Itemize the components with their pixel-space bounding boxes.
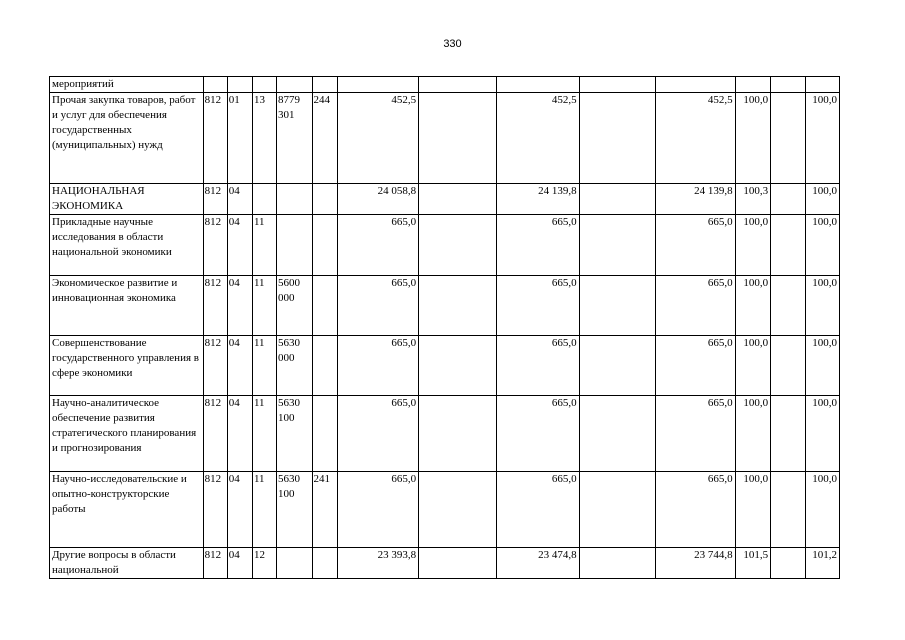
row-value-1: 452,5 [337,93,418,184]
row-percent-2: 100,0 [805,184,839,215]
row-vr: 241 [312,472,337,548]
row-vr: 244 [312,93,337,184]
row-value-2: 665,0 [497,215,580,276]
row-pr [252,184,276,215]
row-vr [312,77,337,93]
row-pr: 11 [252,472,276,548]
row-value-3: 665,0 [656,215,735,276]
row-percent-2: 100,0 [805,396,839,472]
row-percent-1: 100,0 [735,396,771,472]
row-value-3 [656,77,735,93]
row-percent-2 [805,77,839,93]
row-value-3: 24 139,8 [656,184,735,215]
row-empty [579,472,656,548]
row-csr [277,184,313,215]
row-csr [277,77,313,93]
row-vr [312,215,337,276]
row-empty [419,396,497,472]
row-value-2: 665,0 [497,472,580,548]
row-rz: 04 [227,472,252,548]
row-name: Научно-исследовательские и опытно-конструкторские работы [50,472,204,548]
row-empty [771,396,805,472]
row-empty [771,93,805,184]
row-gr: 812 [203,548,227,579]
row-rz [227,77,252,93]
budget-table [49,76,840,579]
row-value-1: 23 393,8 [337,548,418,579]
row-gr: 812 [203,276,227,336]
row-percent-2: 100,0 [805,93,839,184]
row-gr: 812 [203,184,227,215]
row-empty [771,336,805,396]
row-pr: 13 [252,93,276,184]
row-pr: 11 [252,215,276,276]
row-value-3: 23 744,8 [656,548,735,579]
row-percent-1: 100,3 [735,184,771,215]
row-percent-2: 100,0 [805,215,839,276]
row-empty [579,336,656,396]
row-percent-2: 100,0 [805,336,839,396]
row-empty [771,184,805,215]
row-vr [312,184,337,215]
row-csr: 5600 000 [277,276,313,336]
row-csr: 5630 100 [277,472,313,548]
row-pr: 11 [252,396,276,472]
row-value-1: 665,0 [337,276,418,336]
row-name: Другие вопросы в области национальной [50,548,204,579]
row-empty [419,93,497,184]
row-csr: 8779 301 [277,93,313,184]
row-pr: 11 [252,336,276,396]
row-value-1: 24 058,8 [337,184,418,215]
row-empty [419,184,497,215]
row-empty [419,336,497,396]
row-gr: 812 [203,396,227,472]
row-value-3: 452,5 [656,93,735,184]
row-empty [579,184,656,215]
row-percent-1: 100,0 [735,215,771,276]
row-vr [312,276,337,336]
row-pr: 12 [252,548,276,579]
row-empty [771,548,805,579]
row-value-3: 665,0 [656,396,735,472]
row-gr: 812 [203,336,227,396]
row-value-1: 665,0 [337,336,418,396]
row-empty [579,396,656,472]
row-gr: 812 [203,93,227,184]
row-value-2: 665,0 [497,396,580,472]
row-empty [771,472,805,548]
row-csr [277,548,313,579]
row-rz: 01 [227,93,252,184]
row-vr [312,548,337,579]
row-name: НАЦИОНАЛЬНАЯ ЭКОНОМИКА [50,184,204,215]
row-name: Совершенствование государственного управления в сфере экономики [50,336,204,396]
row-pr [252,77,276,93]
row-empty [579,77,656,93]
row-gr: 812 [203,215,227,276]
row-value-3: 665,0 [656,336,735,396]
table-row [50,548,840,579]
row-empty [419,77,497,93]
row-rz: 04 [227,548,252,579]
row-name: Научно-аналитическое обеспечение развития стратегического планирования и прогнозирования [50,396,204,472]
row-percent-2: 100,0 [805,276,839,336]
row-pr: 11 [252,276,276,336]
row-value-3: 665,0 [656,472,735,548]
row-percent-1: 100,0 [735,336,771,396]
table-row [50,184,840,215]
row-percent-1: 101,5 [735,548,771,579]
row-value-3: 665,0 [656,276,735,336]
row-value-2: 24 139,8 [497,184,580,215]
table-row [50,472,840,548]
row-empty [579,276,656,336]
table-row [50,276,840,336]
row-percent-2: 101,2 [805,548,839,579]
row-percent-1 [735,77,771,93]
row-value-1: 665,0 [337,472,418,548]
row-name: мероприятий [50,77,204,93]
table-row [50,396,840,472]
row-rz: 04 [227,215,252,276]
row-csr: 5630 000 [277,336,313,396]
row-empty [419,548,497,579]
row-value-1 [337,77,418,93]
row-empty [579,548,656,579]
row-csr: 5630 100 [277,396,313,472]
row-percent-2: 100,0 [805,472,839,548]
row-name: Прочая закупка товаров, работ и услуг для обеспечения государственных (муниципальных) нужд [50,93,204,184]
row-vr [312,336,337,396]
row-empty [771,276,805,336]
row-empty [771,77,805,93]
row-percent-1: 100,0 [735,472,771,548]
row-value-1: 665,0 [337,215,418,276]
row-percent-1: 100,0 [735,276,771,336]
row-empty [579,93,656,184]
row-value-1: 665,0 [337,396,418,472]
row-value-2: 23 474,8 [497,548,580,579]
table-row [50,77,840,93]
row-empty [579,215,656,276]
row-csr [277,215,313,276]
row-empty [419,472,497,548]
row-rz: 04 [227,184,252,215]
row-value-2: 665,0 [497,336,580,396]
page-number: 330 [443,38,462,50]
row-gr [203,77,227,93]
row-value-2: 452,5 [497,93,580,184]
row-empty [419,276,497,336]
table-row [50,215,840,276]
row-empty [771,215,805,276]
row-name: Прикладные научные исследования в области национальной экономики [50,215,204,276]
row-value-2: 665,0 [497,276,580,336]
row-rz: 04 [227,336,252,396]
row-gr: 812 [203,472,227,548]
row-vr [312,396,337,472]
row-percent-1: 100,0 [735,93,771,184]
row-rz: 04 [227,396,252,472]
row-empty [419,215,497,276]
row-value-2 [497,77,580,93]
row-rz: 04 [227,276,252,336]
table-row [50,336,840,396]
row-name: Экономическое развитие и инновационная экономика [50,276,204,336]
table-row [50,93,840,184]
